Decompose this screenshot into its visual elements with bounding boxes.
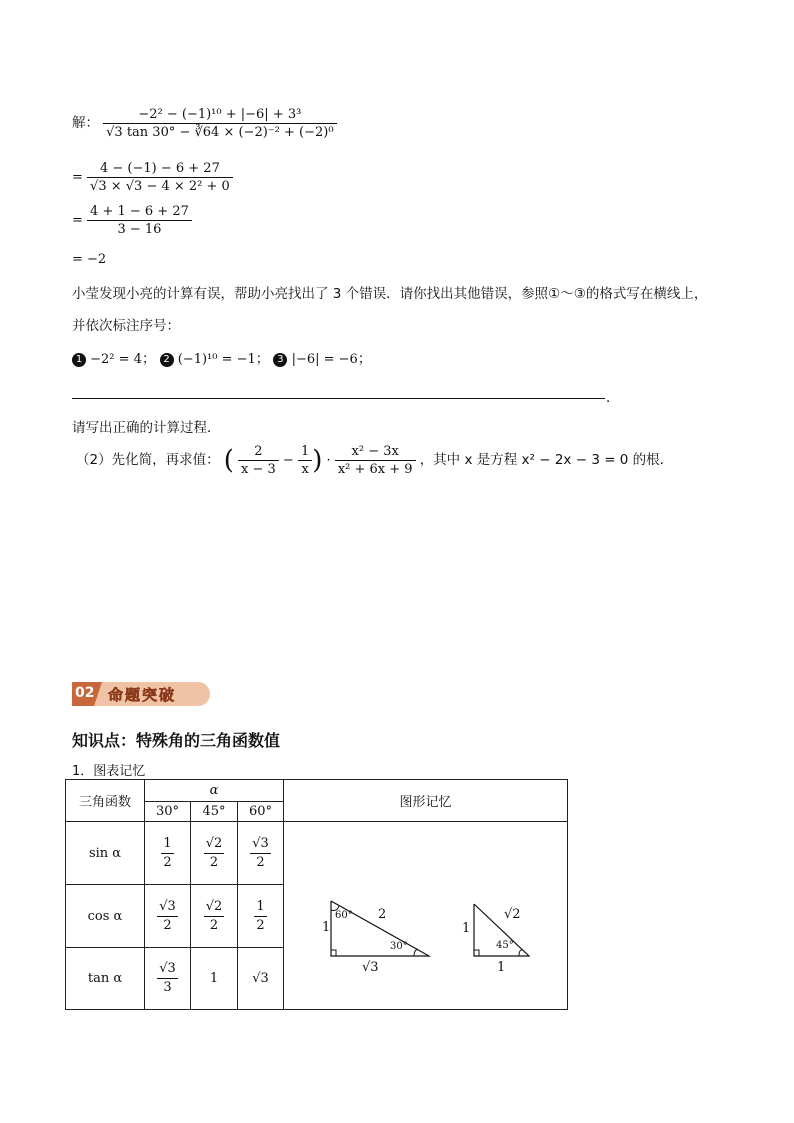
cell-tan30: $\frac{√3}{3}$ [145,948,191,1010]
figure-cell [284,822,568,1010]
row-name-cos: cos α [66,885,145,948]
question-text-1: 小莹发现小亮的计算有误，帮助小亮找出了 3 个错误．请你找出其他错误，参照①～③的格式写在横线上， [72,286,708,302]
t1-side: 1 [322,920,331,935]
section-heading: 知识点：特殊角的三角函数值 [72,731,281,750]
angle-45: 45° [191,802,238,822]
header-func: 三角函数 [66,780,145,822]
fraction: $\frac{4 + 1 - 6 + 27}{3 - 16}$ [87,203,192,238]
cell-tan60: √3 [238,948,284,1010]
triangle-figures [284,823,567,1009]
trig-table [65,779,568,1010]
blank-end-mark: ． [606,390,620,406]
circled-number-3: 3 [273,353,287,367]
cell-cos30: $\frac{√3}{2}$ [145,885,191,948]
badge-text: 命题突破 [108,686,177,704]
circled-number-2: 2 [160,353,174,367]
solution-line3: = $\frac{4 + 1 - 6 + 27}{3 - 16}$ [72,203,192,238]
answer-blank-line[interactable] [72,398,605,399]
t1-base: √3 [362,960,379,975]
solution-result: = −2 [72,252,107,267]
solution-line2: = $\frac{4 - (-1) - 6 + 27}{\text{√3 × √3 − 4 × 2² + 0}}$ [72,160,233,195]
cell-sin30: $\frac{1}{2}$ [145,822,191,885]
t1-angle-30: 30° [390,941,408,952]
cell-sin45: $\frac{√2}{2}$ [191,822,238,885]
row-name-tan: tan α [66,948,145,1010]
t2-side: 1 [462,921,471,936]
section-badge [72,680,212,708]
cell-sin60: $\frac{√3}{2}$ [238,822,284,885]
fraction: $\frac{4 - (-1) - 6 + 27}{\text{√3 × √3 − 4 × 2² + 0}}$ [87,160,233,195]
circled-number-1: 1 [72,353,86,367]
question-text-2: 并依次标注序号： [72,318,180,334]
part2-line: （2）先化简，再求值： ( $\frac{2}{x - 3}$ − $\frac{1}{x}$ ) · $\frac{\text{x² − 3x}}{\text{x² + 6x + 9}}$ ，其中 x 是方程 x² − 2x − 3 = 0 的根． [76,444,674,477]
cell-cos45: $\frac{√2}{2}$ [191,885,238,948]
header-alpha: α [145,780,284,802]
t1-angle-60: 60° [335,910,353,921]
section-subheading: 1．图表记忆 [72,764,146,779]
fraction: $\frac{\text{−2² − (−1)¹⁰ + |−6| + 3³}}{\text{√3 tan 30° − ∛64 × (−2)⁻² + (−2)⁰}}$ [103,106,336,141]
t2-base: 1 [497,960,506,975]
t1-hyp: 2 [378,907,387,922]
header-figure: 图形记忆 [284,780,568,822]
angle-30: 30° [145,802,191,822]
row-name-sin: sin α [66,822,145,885]
t2-hyp: √2 [504,907,521,922]
badge-number: 02 [75,685,95,701]
cell-cos60: $\frac{1}{2}$ [238,885,284,948]
question-text-3: 请写出正确的计算过程． [72,420,221,436]
angle-60: 60° [238,802,284,822]
solution-line1: 解： $\frac{\text{−2² − (−1)¹⁰ + |−6| + 3³}}{\text{√3 tan 30° − ∛64 × (−2)⁻² + (−2)⁰}}$ [72,106,337,141]
cell-tan45: 1 [191,948,238,1010]
error-examples: 1 −2² = 4； 2 (−1)¹⁰ = −1； 3 |−6| = −6； [72,347,371,367]
t2-angle-45: 45° [496,940,514,951]
